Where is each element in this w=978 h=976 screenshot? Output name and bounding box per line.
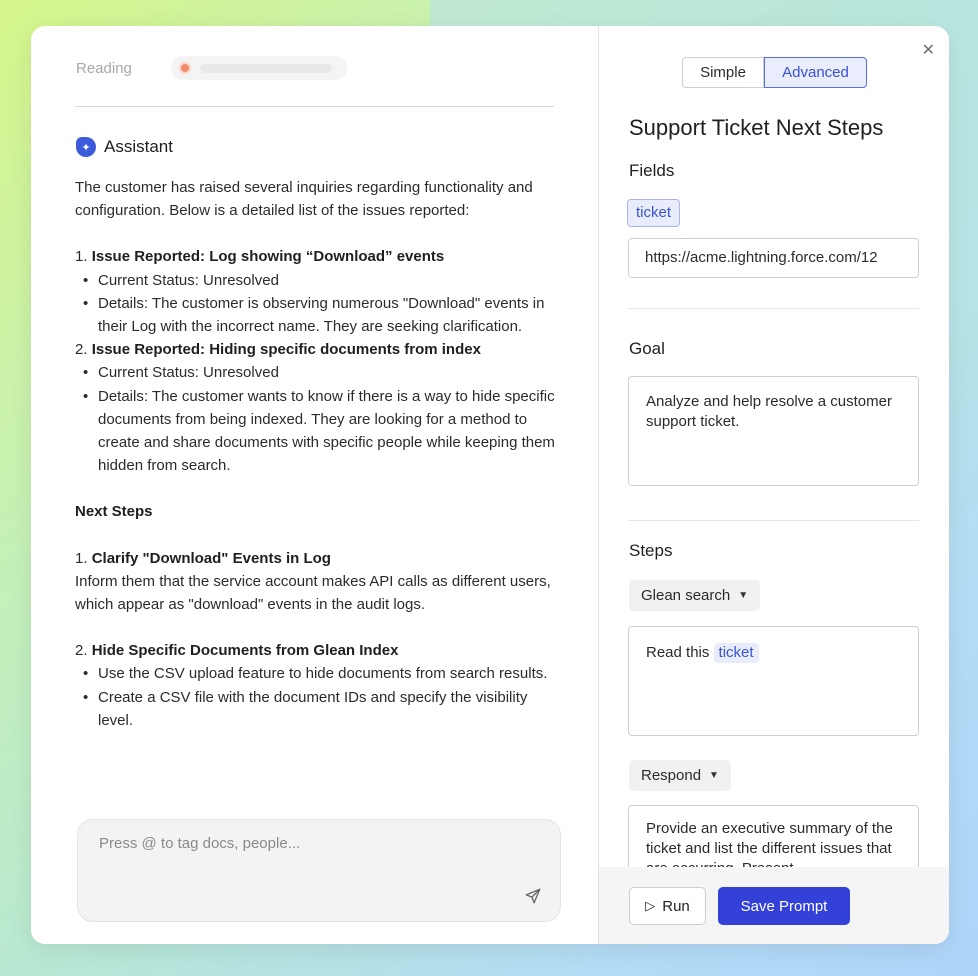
issue-1-list <box>75 269 555 339</box>
message-composer[interactable] <box>77 819 561 922</box>
step-1-ticket-tag[interactable]: ticket <box>714 643 759 663</box>
goal-label: Goal <box>629 339 665 358</box>
list-item: • Create a CSV file with the document IDs and specify the visibility level. <box>75 686 555 732</box>
assistant-name: Assistant <box>104 137 173 156</box>
divider <box>628 520 919 521</box>
step-1-type-dropdown[interactable] <box>629 580 760 611</box>
next-steps-label: Next Steps <box>75 503 153 521</box>
run-label: Run <box>662 897 690 915</box>
mode-toggle <box>682 57 867 88</box>
save-prompt-button[interactable]: Save Prompt <box>718 887 850 925</box>
issue-1-heading <box>75 245 555 268</box>
issue-2-list <box>75 361 555 477</box>
issue-1-number: 1. <box>75 248 88 266</box>
reading-progress-pill <box>171 56 347 80</box>
steps-label: Steps <box>629 541 673 560</box>
list-item: • Details: The customer wants to know if there is a way to hide specific documents from being indexed. They are looking for a method to create and share documents with specific people while keeping them hidden from search. <box>75 385 555 478</box>
step-1-heading <box>75 547 555 570</box>
fields-label: Fields <box>629 161 675 180</box>
step-2-title: Hide Specific Documents from Glean Index <box>91 642 399 660</box>
reading-label: Reading <box>76 59 132 77</box>
message-intro: The customer has raised several inquiries regarding functionality and configuration. Below is a detailed list of the issues reported: <box>75 179 533 220</box>
send-icon[interactable] <box>524 887 542 905</box>
caret-down-icon: ▼ <box>738 590 749 601</box>
step-2-heading <box>75 639 555 662</box>
field-tag-ticket[interactable]: ticket <box>627 199 680 227</box>
step-2-type-label: Respond <box>641 767 702 784</box>
step-2-list <box>75 662 555 732</box>
play-icon: ▷ <box>645 898 656 913</box>
step-1-textarea[interactable] <box>628 626 919 736</box>
assistant-header <box>76 137 173 157</box>
mode-advanced-button[interactable]: Advanced <box>764 57 867 88</box>
ticket-url-input[interactable]: https://acme.lightning.force.com/12 <box>628 238 919 278</box>
list-item: • Use the CSV upload feature to hide documents from search results. <box>75 662 555 685</box>
issue-1-title: Issue Reported: Log showing “Download” events <box>91 248 445 266</box>
close-icon[interactable]: ✕ <box>921 42 935 59</box>
list-item: • Details: The customer is observing numerous "Download" events in their Log with the incorrect name. They are seeking clarification. <box>75 292 555 338</box>
assistant-sparkle-icon: ✦ <box>76 137 96 157</box>
next-steps-heading <box>75 500 555 523</box>
divider <box>628 308 919 309</box>
recording-dot-icon <box>179 62 191 74</box>
progress-placeholder-bar <box>200 64 332 73</box>
step-2-number: 2. <box>75 642 88 660</box>
run-button[interactable] <box>629 887 706 925</box>
step-1-text: Inform them that the service account makes API calls as different users, which appear as "download" events in the audit logs. <box>75 572 551 614</box>
step-1-type-label: Glean search <box>641 587 731 604</box>
mode-simple-button[interactable]: Simple <box>682 57 764 88</box>
issue-2-number: 2. <box>75 341 88 359</box>
composer-placeholder: Press @ to tag docs, people... <box>99 835 301 852</box>
prompt-builder-panel <box>599 26 949 944</box>
divider <box>75 106 554 107</box>
step-1-title: Clarify "Download" Events in Log <box>91 549 331 567</box>
goal-textarea[interactable]: Analyze and help resolve a customer support ticket. <box>628 376 919 486</box>
app-window <box>31 26 949 944</box>
list-item: • Current Status: Unresolved <box>75 269 555 292</box>
reading-status <box>76 54 132 82</box>
chat-panel <box>31 26 598 944</box>
step-2-type-dropdown[interactable] <box>629 760 731 791</box>
prompt-title: Support Ticket Next Steps <box>629 115 884 140</box>
assistant-message <box>75 176 555 732</box>
issue-2-heading <box>75 338 555 361</box>
step-1-number: 1. <box>75 549 88 567</box>
caret-down-icon: ▼ <box>709 770 719 781</box>
prompt-footer <box>599 867 949 944</box>
issue-2-title: Issue Reported: Hiding specific documents from index <box>91 341 481 359</box>
step-2-textarea[interactable]: Provide an executive summary of the ticket and list the different issues that <box>628 805 919 885</box>
step-1-text: Read this <box>646 644 710 661</box>
list-item: • Current Status: Unresolved <box>75 361 555 384</box>
